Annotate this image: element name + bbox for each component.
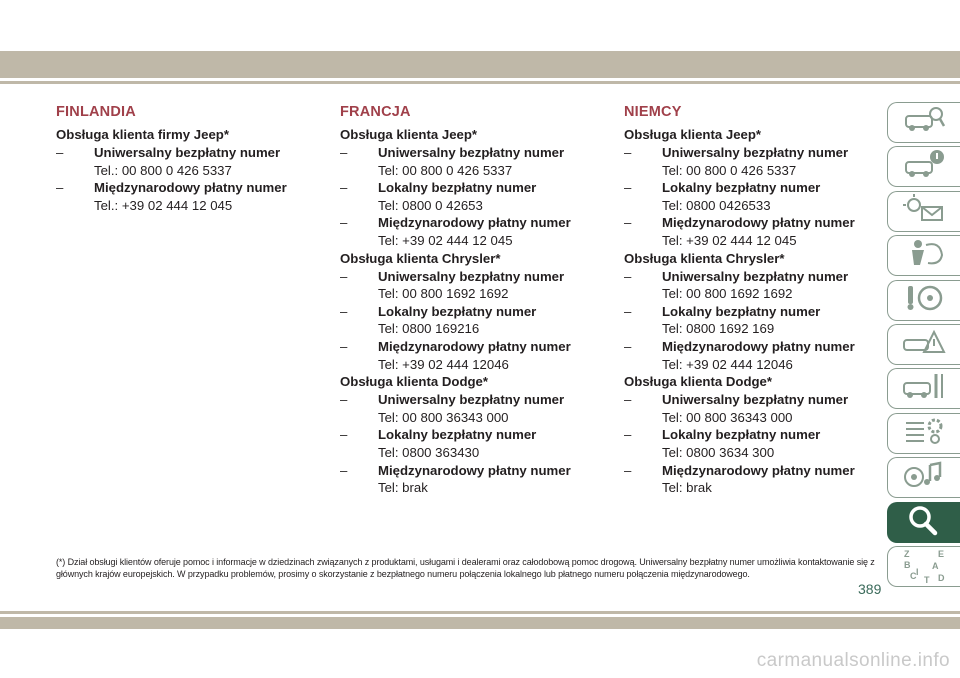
- country-heading: NIEMCY: [624, 104, 682, 120]
- number-type-label: [340, 268, 620, 286]
- chapter-tabs: [887, 102, 960, 590]
- phone-number: Tel: 0800 0426533: [662, 197, 771, 213]
- dash-bullet: –: [340, 462, 348, 478]
- index-letter: E: [938, 549, 945, 560]
- country-column: [56, 103, 336, 214]
- car-search-icon: [902, 104, 946, 141]
- phone-number: Tel: 0800 169216: [378, 321, 480, 337]
- number-type-text: Międzynarodowy płatny numer: [94, 180, 287, 196]
- index-letter: A: [932, 561, 939, 572]
- number-type-text: Uniwersalny bezpłatny numer: [378, 268, 565, 284]
- chapter-tab[interactable]: [887, 457, 960, 498]
- number-type-text: Lokalny bezpłatny numer: [378, 180, 537, 196]
- dash-bullet: –: [624, 180, 632, 196]
- number-type-text: Lokalny bezpłatny numer: [662, 303, 821, 319]
- chapter-tab[interactable]: [887, 324, 960, 365]
- phone-number: Tel: +39 02 444 12046: [662, 356, 793, 372]
- number-type-label: [624, 214, 904, 232]
- number-type-label: [56, 144, 336, 162]
- multimedia-icon: [902, 459, 946, 496]
- number-type-label: [340, 214, 620, 232]
- phone-number: Tel: 00 800 0 426 5337: [378, 162, 513, 178]
- number-type-label: [624, 462, 904, 480]
- number-type-label: [340, 391, 620, 409]
- dash-bullet: –: [624, 338, 632, 354]
- phone-number: Tel: 00 800 36343 000: [662, 409, 793, 425]
- phone-number: Tel: 00 800 36343 000: [378, 409, 509, 425]
- dash-bullet: –: [340, 215, 348, 231]
- index-letter: C: [910, 571, 917, 582]
- number-type-text: Międzynarodowy płatny numer: [662, 462, 855, 478]
- number-type-label: [340, 426, 620, 444]
- number-type-text: Międzynarodowy płatny numer: [378, 462, 571, 478]
- dash-bullet: –: [624, 215, 632, 231]
- number-type-text: Międzynarodowy płatny numer: [378, 215, 571, 231]
- number-type-label: [340, 144, 620, 162]
- number-type-label: [624, 303, 904, 321]
- dash-bullet: –: [624, 303, 632, 319]
- service-group-title: Obsługa klienta Chrysler*: [340, 250, 501, 266]
- dash-bullet: –: [624, 145, 632, 160]
- chapter-tab[interactable]: [887, 413, 960, 454]
- top-divider: [0, 81, 960, 84]
- dash-bullet: –: [340, 303, 348, 319]
- service-group-title: Obsługa klienta Dodge*: [340, 374, 489, 390]
- number-type-label: [624, 144, 904, 162]
- country-heading: FRANCJA: [340, 104, 411, 120]
- dash-bullet: –: [624, 427, 632, 443]
- index-letter: D: [938, 573, 945, 584]
- number-type-label: [624, 268, 904, 286]
- chapter-tab[interactable]: [887, 146, 960, 187]
- number-type-text: Uniwersalny bezpłatny numer: [662, 392, 849, 408]
- phone-number: Tel: 0800 363430: [378, 444, 480, 460]
- service-group-title: Obsługa klienta Chrysler*: [624, 250, 785, 266]
- number-type-text: Uniwersalny bezpłatny numer: [662, 268, 849, 284]
- dash-bullet: –: [624, 268, 632, 284]
- dash-bullet: –: [624, 462, 632, 478]
- dash-bullet: –: [340, 145, 348, 160]
- number-type-label: [340, 179, 620, 197]
- phone-number: Tel: +39 02 444 12 045: [662, 232, 797, 248]
- service-group-title: Obsługa klienta Jeep*: [340, 127, 478, 142]
- dash-bullet: –: [340, 427, 348, 443]
- chapter-tab[interactable]: [887, 191, 960, 232]
- phone-number: Tel.: 00 800 0 426 5337: [94, 162, 232, 178]
- number-type-text: Lokalny bezpłatny numer: [662, 180, 821, 196]
- chapter-tab[interactable]: [887, 102, 960, 143]
- number-type-text: Uniwersalny bezpłatny numer: [378, 145, 565, 160]
- dash-bullet: –: [340, 180, 348, 196]
- phone-number: Tel: 0800 1692 169: [662, 321, 775, 337]
- number-type-text: Międzynarodowy płatny numer: [662, 338, 855, 354]
- phone-number: Tel: 0800 3634 300: [662, 444, 775, 460]
- steering-start-icon: [902, 282, 946, 319]
- chapter-tab[interactable]: [887, 546, 960, 587]
- phone-number: Tel: brak: [378, 480, 428, 496]
- chapter-tab[interactable]: [887, 280, 960, 321]
- index-letter: Z: [904, 549, 910, 560]
- country-column: [624, 103, 904, 497]
- specifications-gear-icon: [902, 415, 946, 452]
- service-group-title: Obsługa klienta Dodge*: [624, 374, 773, 390]
- index-letter: T: [924, 575, 930, 586]
- dashboard-lights-message-icon: [902, 193, 946, 230]
- magnifier-icon: [902, 504, 946, 541]
- safety-airbag-icon: [902, 237, 946, 274]
- number-type-label: [624, 338, 904, 356]
- chapter-tab[interactable]: [887, 235, 960, 276]
- number-type-text: Uniwersalny bezpłatny numer: [662, 145, 849, 160]
- number-type-text: Uniwersalny bezpłatny numer: [94, 145, 281, 160]
- number-type-label: [340, 462, 620, 480]
- bottom-divider: [0, 611, 960, 614]
- page-number: 389: [858, 581, 882, 597]
- dash-bullet: –: [340, 338, 348, 354]
- top-decorative-band: [0, 51, 960, 78]
- phone-number: Tel: 00 800 1692 1692: [378, 286, 509, 302]
- number-type-label: [340, 338, 620, 356]
- dash-bullet: –: [340, 268, 348, 284]
- index-letter: I: [916, 567, 919, 578]
- number-type-label: [624, 179, 904, 197]
- number-type-text: Lokalny bezpłatny numer: [378, 303, 537, 319]
- service-group-title: Obsługa klienta Jeep*: [624, 127, 762, 142]
- phone-number: Tel: +39 02 444 12 045: [378, 232, 513, 248]
- phone-number: Tel.: +39 02 444 12 045: [94, 197, 233, 213]
- number-type-text: Międzynarodowy płatny numer: [662, 215, 855, 231]
- phone-number: Tel: 0800 0 42653: [378, 197, 483, 213]
- watermark: carmanualsonline.info: [756, 650, 950, 671]
- car-info-icon: [902, 148, 946, 185]
- dash-bullet: –: [624, 392, 632, 408]
- chapter-tab[interactable]: [887, 502, 960, 543]
- service-group-title: Obsługa klienta firmy Jeep*: [56, 127, 229, 142]
- car-service-icon: [902, 370, 946, 407]
- number-type-text: Lokalny bezpłatny numer: [378, 427, 537, 443]
- phone-number: Tel: +39 02 444 12046: [378, 356, 509, 372]
- phone-number: Tel: 00 800 1692 1692: [662, 286, 793, 302]
- roadside-warning-icon: [902, 326, 946, 363]
- number-type-text: Międzynarodowy płatny numer: [378, 338, 571, 354]
- dash-bullet: –: [340, 392, 348, 408]
- dash-bullet: –: [56, 180, 64, 196]
- number-type-text: Lokalny bezpłatny numer: [662, 427, 821, 443]
- number-type-text: Uniwersalny bezpłatny numer: [378, 392, 565, 408]
- number-type-label: [624, 426, 904, 444]
- index-letters-icon: [902, 549, 946, 586]
- footnote: (*) Dział obsługi klientów oferuje pomoc i informacje w dziedzinach związanych z produktami, usługami i dealerami oraz całodobową pomoc drogową. Uniwersalny bezpłatny numer umożliwia kontaktowanie się z głównych krajów europejskich. W przypadku problemów, prosimy o skorzystanie z bezpłatnego numeru połączenia lokalnego lub płatnego numeru połączenia międzynarodowego.: [56, 557, 875, 579]
- number-type-label: [56, 179, 336, 197]
- number-type-label: [340, 303, 620, 321]
- dash-bullet: –: [56, 145, 64, 160]
- country-heading: FINLANDIA: [56, 104, 136, 120]
- phone-number: Tel: 00 800 0 426 5337: [662, 162, 797, 178]
- chapter-tab[interactable]: [887, 368, 960, 409]
- number-type-label: [624, 391, 904, 409]
- phone-number: Tel: brak: [662, 480, 712, 496]
- country-column: [340, 103, 620, 497]
- bottom-decorative-band: [0, 617, 960, 629]
- index-letter: B: [904, 560, 911, 571]
